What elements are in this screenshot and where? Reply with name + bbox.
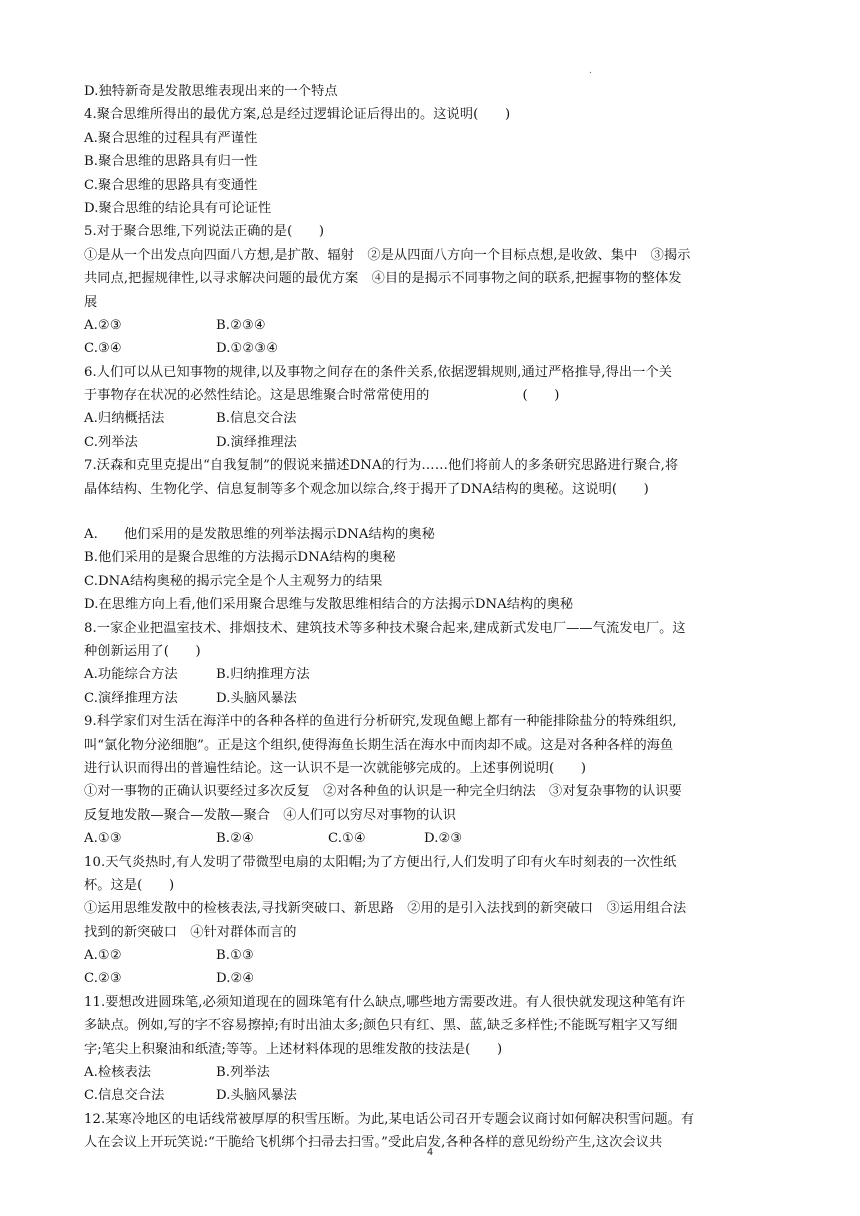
question-7: 7.沃森和克里克提出“自我复制”的假说来描述DNA的行为……他们将前人的多条研究思路进行聚合,将 <box>84 458 679 474</box>
question-10: 10.天气炎热时,有人发明了带微型电扇的太阳帽;为了方便出行,人们发明了印有火车时刻表的一次性纸 <box>84 854 677 870</box>
text-line: ①是从一个出发点向四面八方想,是扩散、辐射 ②是从四面八方向一个目标点想,是收敛、集中 ③揭示 <box>84 247 691 263</box>
option: C.③④ <box>84 341 122 357</box>
text-line: 共同点,把握规律性,以寻求解决问题的最优方案 ④目的是揭示不同事物之间的联系,把握事物的整体发 <box>84 271 682 287</box>
option-row <box>84 967 784 990</box>
text-line: 反复地发散—聚合—发散—聚合 ④人们可以穷尽对事物的认识 <box>84 807 457 823</box>
question-5: 5.对于聚合思维,下列说法正确的是( ) <box>84 224 325 240</box>
text-line: 叫“氯化物分泌细胞”。正是这个组织,使得海鱼长期生活在海水中而肉却不咸。这是对各种各样的海鱼 <box>84 737 674 753</box>
option: C.②③ <box>84 971 122 987</box>
option-row <box>84 337 784 360</box>
option-line: B.他们采用的是聚合思维的方法揭示DNA结构的奥秘 <box>84 550 396 566</box>
question-11: 11.要想改进圆珠笔,必须知道现在的圆珠笔有什么缺点,哪些地方需要改进。有人很快就发现这种笔有许 <box>84 994 686 1010</box>
header-mark: . <box>589 66 592 76</box>
option-row <box>84 407 784 430</box>
option: D.头脑风暴法 <box>216 1088 297 1104</box>
option: D.演绎推理法 <box>216 434 297 450</box>
option: D.②④ <box>216 971 255 987</box>
option-row <box>84 314 784 337</box>
question-9: 9.科学家们对生活在海洋中的各种各样的鱼进行分析研究,发现鱼鳃上都有一种能排除盐分的特殊组织, <box>84 714 677 730</box>
option: A.①③ <box>84 831 122 847</box>
option: C.列举法 <box>84 434 138 450</box>
option: A.②③ <box>84 317 122 333</box>
page-number: 4 <box>426 1147 434 1158</box>
option-row <box>84 944 784 967</box>
text-line: 杯。这是( ) <box>84 877 175 893</box>
document-body <box>84 80 784 1155</box>
option: C.①④ <box>328 831 366 847</box>
option-label: A. <box>84 527 98 543</box>
option: B.②③④ <box>216 317 266 333</box>
text-line: 找到的新突破口 ④针对群体而言的 <box>84 924 297 940</box>
question-6: 6.人们可以从已知事物的规律,以及事物之间存在的条件关系,依据逻辑规则,通过严格推导,得出一个关 <box>84 364 673 380</box>
option-row <box>84 663 784 686</box>
option: B.信息交合法 <box>216 411 297 427</box>
text-line: ①对一事物的正确认识要经过多次反复 ②对各种鱼的认识是一种完全归纳法 ③对复杂事物的认识要 <box>84 784 682 800</box>
text-line: 晶体结构、生物化学、信息复制等多个观念加以综合,终于揭开了DNA结构的奥秘。这说明( ) <box>84 481 649 497</box>
option: A.归纳概括法 <box>84 411 165 427</box>
option: B.②④ <box>216 831 254 847</box>
option: B.列举法 <box>216 1065 270 1081</box>
option-line: B.聚合思维的思路具有归一性 <box>84 154 258 170</box>
question-12: 12.某寒冷地区的电话线常被厚厚的积雪压断。为此,某电话公司召开专题会议商讨如何解决积雪问题。有 <box>84 1111 695 1127</box>
option-text: 他们采用的是发散思维的列举法揭示DNA结构的奥秘 <box>124 527 435 543</box>
option: C.信息交合法 <box>84 1088 165 1104</box>
option-line: A.聚合思维的过程具有严谨性 <box>84 130 258 146</box>
option: B.①③ <box>216 948 254 964</box>
text-line: 展 <box>84 294 98 310</box>
question-8: 8.一家企业把温室技术、排烟技术、建筑技术等多种技术聚合起来,建成新式发电厂——气流发电厂。这 <box>84 620 686 636</box>
option: D.①②③④ <box>216 341 279 357</box>
option-row <box>84 431 784 454</box>
option: A.检核表法 <box>84 1065 152 1081</box>
option: A.①② <box>84 948 122 964</box>
option: A.功能综合方法 <box>84 667 178 683</box>
option-line: C.DNA结构奥秘的揭示完全是个人主观努力的结果 <box>84 573 383 589</box>
option-row <box>84 687 784 710</box>
option-line: C.聚合思维的思路具有变通性 <box>84 177 258 193</box>
option: B.归纳推理方法 <box>216 667 310 683</box>
text-line: 多缺点。例如,写的字不容易擦掉;有时出油太多;颜色只有红、黑、蓝,缺乏多样性;不能既写粗字又写细 <box>84 1018 678 1034</box>
text-line: 人在会议上开玩笑说:“干脆给飞机绑个扫帚去扫雪。”受此启发,各种各样的意见纷纷产生,这次会议共 <box>84 1135 663 1151</box>
option: D.头脑风暴法 <box>216 690 297 706</box>
option-line: D.聚合思维的结论具有可论证性 <box>84 200 272 216</box>
text-line: 种创新运用了( ) <box>84 643 201 659</box>
option-row <box>84 1061 784 1084</box>
text-line: 进行认识而得出的普遍性结论。这一认识不是一次就能够完成的。上述事例说明( ) <box>84 760 587 776</box>
text-line: 字;笔尖上积聚油和纸渣;等等。上述材料体现的思维发散的技法是( ) <box>84 1041 503 1057</box>
text-line: ①运用思维发散中的检核表法,寻找新突破口、新思路 ②用的是引入法找到的新突破口 ③运用组合法 <box>84 901 687 917</box>
option-line: D.在思维方向上看,他们采用聚合思维与发散思维相结合的方法揭示DNA结构的奥秘 <box>84 597 574 613</box>
option-line <box>84 523 784 546</box>
option: C.演绎推理方法 <box>84 690 178 706</box>
text-line: D.独特新奇是发散思维表现出来的一个特点 <box>84 84 338 99</box>
option: D.②③ <box>424 831 463 847</box>
option-row <box>84 1084 784 1107</box>
question-4: 4.聚合思维所得出的最优方案,总是经过逻辑论证后得出的。这说明( ) <box>84 107 511 123</box>
option-row <box>84 827 784 850</box>
text-line: 于事物存在状况的必然性结论。这是思维聚合时常常使用的 ( ) <box>84 388 560 404</box>
